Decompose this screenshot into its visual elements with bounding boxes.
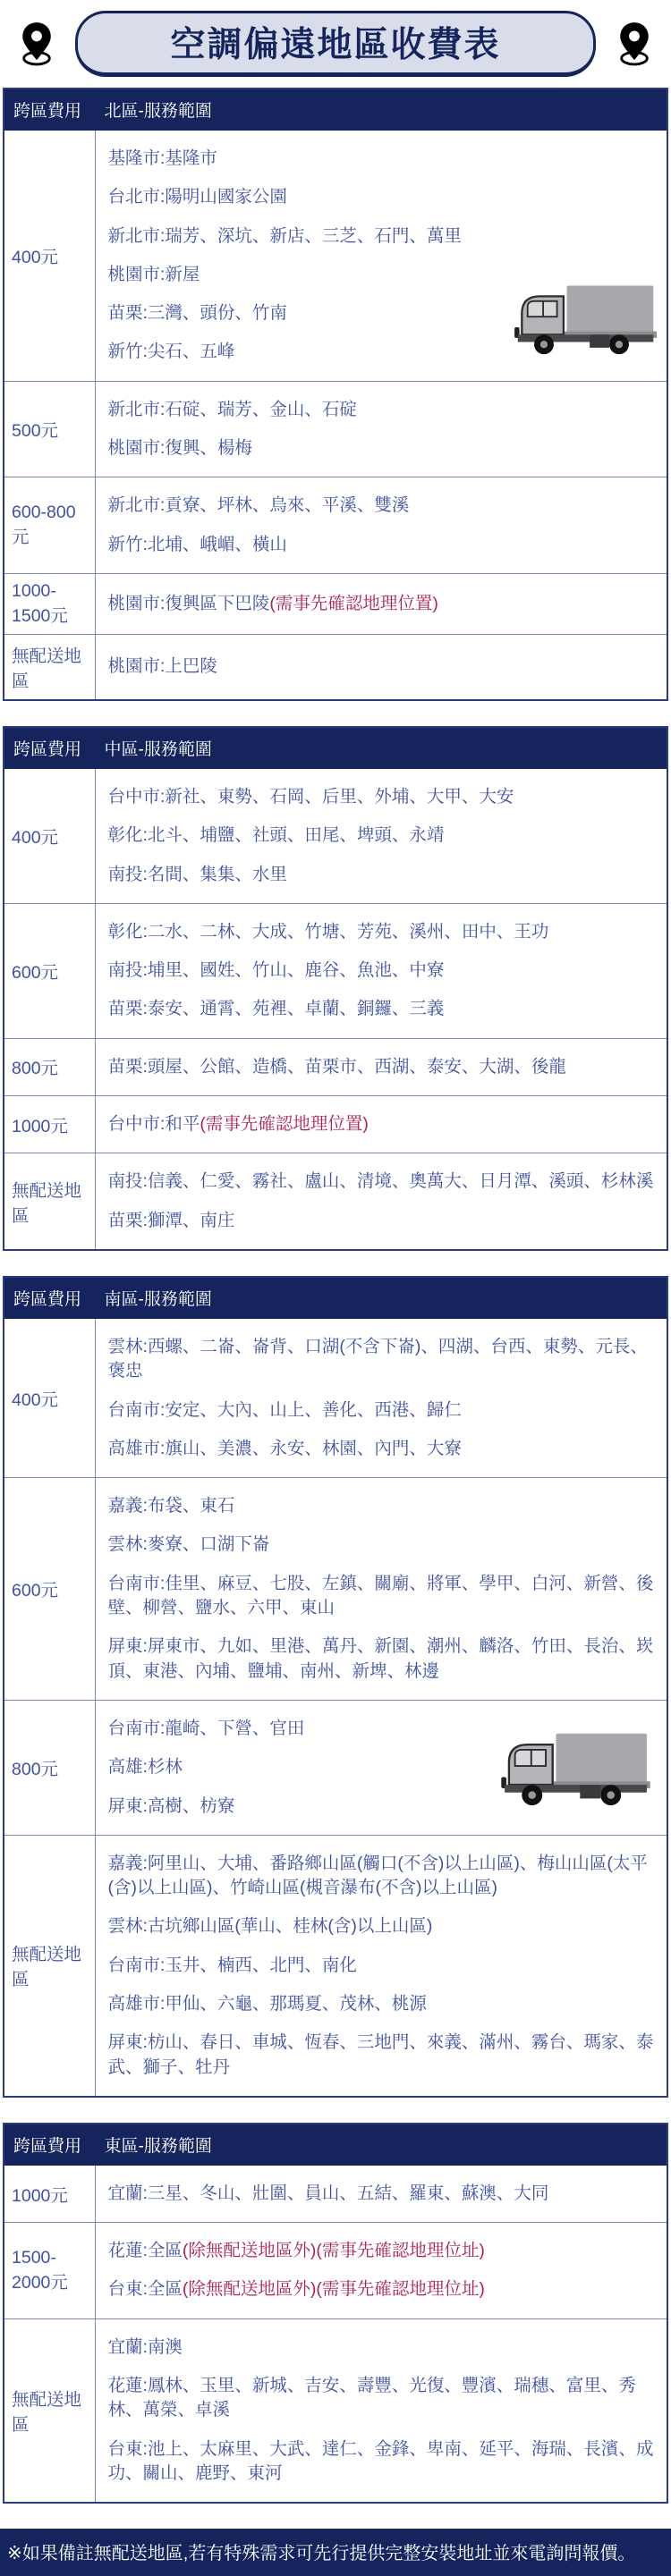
fee-value: 1500-2000元 [4, 2223, 95, 2319]
service-area-cell [95, 1700, 667, 1835]
fee-value: 500元 [4, 381, 95, 477]
table-row [4, 1318, 667, 1477]
service-area-cell [95, 903, 667, 1038]
service-area-line: 桃園市:新屋 [107, 264, 200, 284]
service-area-line: 花蓮:全區(除無配送地區外)(需事先確認地理位址) [107, 2241, 485, 2261]
service-area-cell [95, 1835, 667, 2097]
fee-column-header: 跨區費用 [4, 89, 95, 131]
service-area-cell [95, 2165, 667, 2222]
table-row [4, 903, 667, 1038]
table-row [4, 131, 667, 382]
fee-column-header: 跨區費用 [4, 2124, 95, 2166]
fee-column-header: 跨區費用 [4, 727, 95, 769]
service-area-line: 嘉義:阿里山、大埔、番路鄉山區(觸口(不含)以上山區)、梅山山區(太平(含)以上山區)、竹崎山區(槻音瀑布(不含)以上山區) [107, 1853, 648, 1898]
delivery-truck-icon [494, 281, 659, 356]
fee-value: 600元 [4, 1478, 95, 1701]
service-area-line: 苗栗:頭屋、公館、造橋、苗栗市、西湖、泰安、大湖、後龍 [107, 1056, 566, 1077]
service-area-cell [95, 131, 667, 382]
location-pin-icon [18, 21, 55, 67]
fee-value: 1000-1500元 [4, 573, 95, 634]
table-header-row [4, 727, 667, 769]
table-row [4, 477, 667, 574]
service-area-line: 南投:名間、集集、水里 [107, 864, 287, 884]
fee-value: 400元 [4, 768, 95, 903]
service-area-line: 台南市:安定、大內、山上、善化、西港、歸仁 [107, 1399, 462, 1420]
table-row [4, 2223, 667, 2319]
service-area-line: 屏東:枋山、春日、車城、恆春、三地門、來義、滿州、霧台、瑪家、泰武、獅子、牡丹 [107, 2032, 654, 2077]
delivery-truck-icon [480, 1728, 652, 1807]
service-area-line: 高雄市:甲仙、六龜、那瑪夏、茂林、桃源 [107, 1993, 427, 2014]
service-area-cell [95, 2223, 667, 2319]
fee-value: 600-800元 [4, 477, 95, 574]
service-area-line: 台南市:龍崎、下營、官田 [107, 1718, 305, 1738]
service-area-line: 彰化:北斗、埔鹽、社頭、田尾、埤頭、永靖 [107, 825, 445, 846]
fee-value: 400元 [4, 131, 95, 382]
alert-note: (除無配送地區外)(需事先確認地理位址) [182, 2241, 485, 2261]
service-area-line: 苗栗:三灣、頭份、竹南 [107, 303, 287, 324]
service-area-line: 雲林:古坑鄉山區(華山、桂林(含)以上山區) [107, 1916, 433, 1937]
service-area-cell [95, 2318, 667, 2503]
service-area-line: 屏東:高樹、枋寮 [107, 1795, 235, 1816]
service-area-cell [95, 1096, 667, 1153]
alert-note: (需事先確認地理位置) [269, 593, 438, 613]
service-area-line: 桃園市:上巴陵 [107, 656, 217, 677]
table-row [4, 573, 667, 634]
service-area-line: 花蓮:鳳林、玉里、新城、吉安、壽豐、光復、豐濱、瑞穗、富里、秀林、萬榮、卓溪 [107, 2376, 636, 2420]
region-header: 東區-服務範圍 [95, 2124, 667, 2166]
north-region-fee-table [3, 88, 668, 701]
service-area-line: 新竹:北埔、峨嵋、橫山 [107, 534, 287, 554]
service-area-cell [95, 634, 667, 700]
page-title-text: 空調偏遠地區收費表 [170, 26, 501, 64]
table-row [4, 1478, 667, 1701]
fee-value: 800元 [4, 1038, 95, 1095]
fee-value: 無配送地區 [4, 634, 95, 700]
service-area-line: 南投:信義、仁愛、霧社、盧山、清境、奧萬大、日月潭、溪頭、杉林溪 [107, 1171, 654, 1192]
service-area-line: 台東:池上、太麻里、大武、達仁、金鋒、卑南、延平、海瑞、長濱、成功、關山、鹿野、東河 [107, 2438, 654, 2483]
table-row [4, 381, 667, 477]
service-area-line: 宜蘭:三星、冬山、壯圍、員山、五結、羅東、蘇澳、大同 [107, 2183, 549, 2203]
service-area-line: 苗栗:獅潭、南庄 [107, 1210, 235, 1230]
table-header-row [4, 1277, 667, 1319]
service-area-line: 宜蘭:南澳 [107, 2336, 183, 2357]
service-area-line: 台中市:新社、東勢、石岡、后里、外埔、大甲、大安 [107, 786, 514, 807]
service-area-line: 雲林:西螺、二崙、崙背、口湖(不含下崙)、四湖、台西、東勢、元長、褒忠 [107, 1336, 648, 1381]
service-area-line: 屏東:屏東市、九如、里港、萬丹、新園、潮州、麟洛、竹田、長治、崁頂、東港、內埔、鹽埔、南州、新埤、林邊 [107, 1636, 654, 1681]
table-header-row [4, 2124, 667, 2166]
footnote-bar [0, 2529, 671, 2576]
service-area-line: 新竹:尖石、五峰 [107, 342, 235, 362]
service-area-line: 台南市:佳里、麻豆、七股、左鎮、關廟、將軍、學甲、白河、新營、後壁、柳營、鹽水、六甲、東山 [107, 1573, 654, 1618]
table-row [4, 2318, 667, 2503]
footnote-text: ※如果備註無配送地區,若有特殊需求可先行提供完整安裝地址並來電詢問報價。 [7, 2544, 636, 2564]
service-area-line: 高雄市:旗山、美濃、永安、林園、內門、大寮 [107, 1438, 462, 1458]
table-row [4, 1835, 667, 2097]
fee-value: 1000元 [4, 2165, 95, 2222]
service-area-line: 高雄:杉林 [107, 1757, 183, 1778]
service-area-cell [95, 1478, 667, 1701]
service-area-line: 台東:全區(除無配送地區外)(需事先確認地理位址) [107, 2279, 485, 2300]
page-title [75, 11, 596, 77]
service-area-line: 桃園市:復興、楊梅 [107, 438, 252, 459]
fee-value: 400元 [4, 1318, 95, 1477]
table-row [4, 634, 667, 700]
table-header-row [4, 89, 667, 131]
service-area-line: 新北市:貢寮、坪林、烏來、平溪、雙溪 [107, 495, 410, 516]
service-area-line: 嘉義:布袋、東石 [107, 1496, 235, 1516]
service-area-cell [95, 1318, 667, 1477]
table-row [4, 1700, 667, 1835]
service-area-line: 彰化:二水、二林、大成、竹塘、芳苑、溪州、田中、王功 [107, 921, 549, 942]
service-area-cell [95, 768, 667, 903]
fee-value: 600元 [4, 903, 95, 1038]
fee-value: 無配送地區 [4, 1835, 95, 2097]
page-header [0, 0, 671, 86]
table-row [4, 768, 667, 903]
fee-value: 800元 [4, 1700, 95, 1835]
service-area-line: 基隆市:基隆市 [107, 148, 217, 168]
fee-value: 無配送地區 [4, 2318, 95, 2503]
table-row [4, 1096, 667, 1153]
service-area-line: 苗栗:泰安、通霄、苑裡、卓蘭、銅鑼、三義 [107, 999, 445, 1019]
service-area-line: 南投:埔里、國姓、竹山、鹿谷、魚池、中寮 [107, 960, 445, 981]
table-row [4, 1038, 667, 1095]
south-region-fee-table [3, 1276, 668, 2098]
region-header: 北區-服務範圍 [95, 89, 667, 131]
service-area-line: 新北市:石碇、瑞芳、金山、石碇 [107, 399, 357, 419]
table-row [4, 1153, 667, 1250]
service-area-line: 台北市:陽明山國家公園 [107, 187, 287, 207]
alert-note: (需事先確認地理位置) [200, 1114, 369, 1135]
fee-column-header: 跨區費用 [4, 1277, 95, 1319]
service-area-line: 台南市:玉井、楠西、北門、南化 [107, 1955, 357, 1975]
fee-value: 1000元 [4, 1096, 95, 1153]
alert-note: (除無配送地區外)(需事先確認地理位址) [182, 2279, 485, 2300]
region-header: 中區-服務範圍 [95, 727, 667, 769]
service-area-line: 桃園市:復興區下巴陵(需事先確認地理位置) [107, 593, 438, 613]
service-area-cell [95, 573, 667, 634]
service-area-cell [95, 1038, 667, 1095]
service-area-cell [95, 381, 667, 477]
fee-value: 無配送地區 [4, 1153, 95, 1250]
service-area-cell [95, 477, 667, 574]
service-area-line: 雲林:麥寮、口湖下崙 [107, 1534, 270, 1555]
service-area-cell [95, 1153, 667, 1250]
service-area-line: 台中市:和平(需事先確認地理位置) [107, 1114, 369, 1135]
region-header: 南區-服務範圍 [95, 1277, 667, 1319]
location-pin-icon [616, 21, 653, 67]
east-region-fee-table [3, 2123, 668, 2504]
table-row [4, 2165, 667, 2222]
central-region-fee-table [3, 726, 668, 1251]
service-area-line: 新北市:瑞芳、深坑、新店、三芝、石門、萬里 [107, 225, 462, 246]
